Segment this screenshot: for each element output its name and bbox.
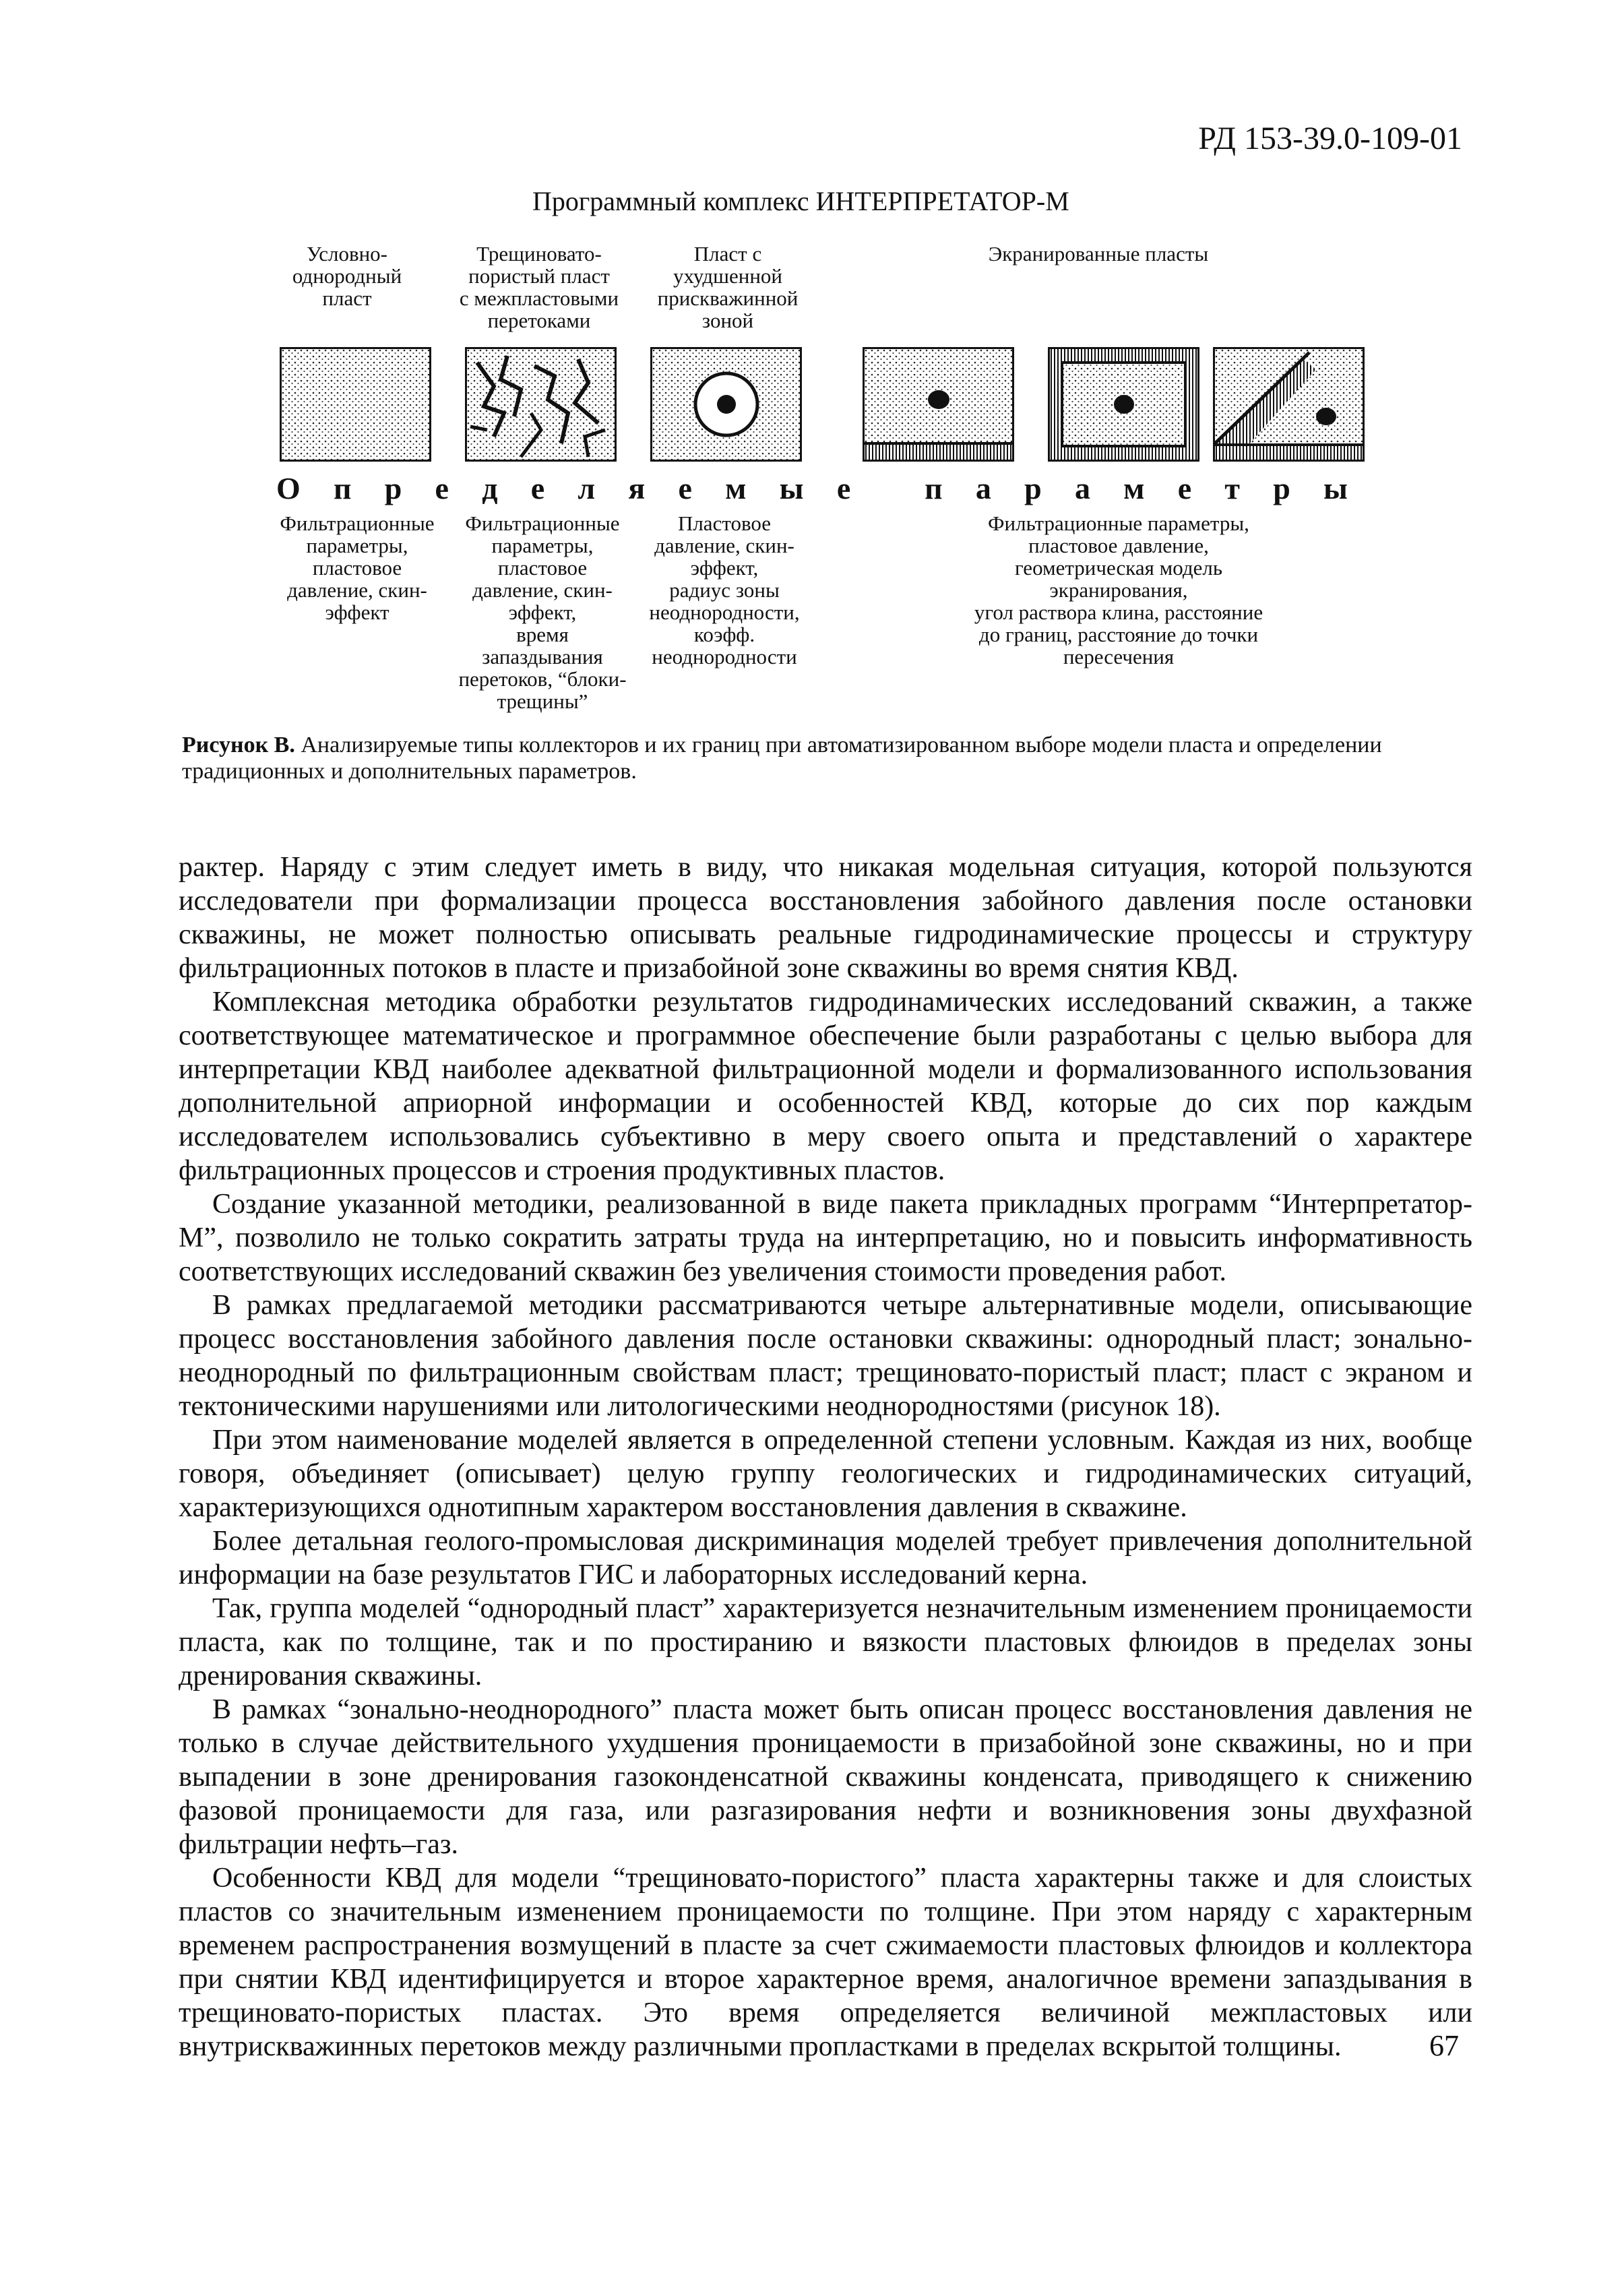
wedge-diagram	[1215, 349, 1363, 460]
homogeneous-diagram	[282, 349, 429, 460]
paragraph: Особенности КВД для модели “трещиновато-пористого” пласта характерны также и для слоистых пластов со значительным изменением проницаемости по толщине. При этом наряду с характерным временем распространения возмущений в пласте за счет сжимаемости пластовых флюидов и коллектора при снятии КВД идентифицируется и второе характерное время, аналогичное времени запаздывания в трещиновато-пористых пластах. Это время определяется величиной межпластовых или внутрискважинных перетоков между различными пропластками в пределах вскрытой толщины.	[179, 1863, 1472, 2062]
paragraph: В рамках “зонально-неоднородного” пласта может быть описан процесс восстановления давления не только в случае действительного ухудшения проницаемости в призабойной зоне скважины, но и при выпадении в зоне дренирования газоконденсатной скважины конденсата, приводящего к снижению фазовой проницаемости для газа, или разгазирования нефти и возникновения зоны двухфазной фильтрации нефть–газ.	[179, 1694, 1472, 1860]
panel-homogeneous	[280, 347, 431, 462]
banner-gap	[883, 470, 892, 511]
banner-letter: О	[276, 471, 301, 505]
params-damaged-zone: Пластовое давление, скин- эффект, радиус зоны неоднородности, коэфф. неоднородности	[649, 511, 800, 669]
paragraph: Создание указанной методики, реализованной в виде пакета прикладных программ “Интерпретатор-М”, позволило не только сократить затраты труда на интерпретацию, но и повысить информативность соответствующих исследований скважин без увеличения стоимости проведения работ.	[179, 1189, 1472, 1287]
paragraph: Так, группа моделей “однородный пласт” характеризуется незначительным изменением проницаемости пласта, как по толщине, так и по простиранию и вязкости пластовых флюидов в пределах зоны дренирования скважины.	[179, 1593, 1472, 1691]
figure-title: Программный комплекс ИНТЕРПРЕТАТОР-М	[532, 186, 1069, 216]
parameters-banner	[276, 470, 1348, 511]
paragraph: рактер. Наряду с этим следует иметь в виду, что никакая модельная ситуация, которой пользуются исследователи при формализации процесса восстановления забойного давления после остановки скважины, не может полностью описывать реальные гидродинамические процессы и структуру фильтрационных потоков в пласте и призабойной зоне скважины во время снятия КВД.	[179, 852, 1472, 984]
screen-box-diagram	[1050, 349, 1197, 460]
paragraph: Более детальная геолого-промысловая дискриминация моделей требует привлечения дополнительной информации на базе результатов ГИС и лабораторных исследований керна.	[179, 1526, 1472, 1590]
type-label-fractured: Трещиновато- пористый пласт с межпластовыми перетоками	[459, 242, 619, 332]
banner-letter: а	[975, 471, 991, 505]
params-screened: Фильтрационные параметры, пластовое давление, геометрическая модель экранирования, угол раствора клина, расстояние до границ, расстояние до точки пересечения	[974, 511, 1263, 669]
panel-wedge	[1213, 347, 1365, 462]
banner-letter: п	[925, 471, 943, 505]
banner-letter: м	[725, 471, 747, 505]
paragraph: Комплексная методика обработки результатов гидродинамических исследований скважин, а также соответствующее математическое и программное обеспечение были разработаны с целью выбора для интерпретации КВД наиболее адекватной фильтрационной модели и формализованного использования дополнительной априорной информации и особенностей КВД, которые до сих пор каждым исследователем использовались субъективно в меру своего опыта и представлений о характере фильтрационных процессов и строения продуктивных пластов.	[179, 987, 1472, 1186]
banner-letter: ы	[1323, 471, 1348, 505]
paragraph: В рамках предлагаемой методики рассматриваются четыре альтернативные модели, описывающие процесс восстановления забойного давления после остановки скважины: однородный пласт; зонально-неоднородный по фильтрационным свойствам пласт; трещиновато-пористый пласт; пласт с экраном и тектоническими нарушениями или литологическими неоднородностями (рисунок 18).	[179, 1290, 1472, 1422]
page-number: 67	[1429, 2029, 1459, 2062]
screen-bottom-diagram	[865, 349, 1012, 460]
banner-letter: я	[628, 471, 646, 505]
banner-letter: е	[1177, 471, 1192, 505]
banner-letter: е	[836, 471, 851, 505]
fractured-diagram	[467, 349, 615, 460]
banner-letter: е	[435, 471, 449, 505]
banner-letter: е	[678, 471, 692, 505]
panel-screen-bottom	[863, 347, 1014, 462]
figure-caption	[182, 732, 1469, 784]
damaged-zone-diagram	[652, 349, 800, 460]
type-label-homogeneous: Условно- однородный пласт	[292, 242, 402, 310]
banner-letter: а	[1074, 471, 1090, 505]
params-homogeneous: Фильтрационные параметры, пластовое давление, скин- эффект	[280, 511, 435, 624]
panel-fractured	[465, 347, 617, 462]
banner-letter: л	[577, 471, 596, 505]
banner-letter: ы	[779, 471, 804, 505]
banner-letter: п	[334, 471, 352, 505]
banner-letter: д	[482, 471, 498, 505]
body-text	[179, 850, 1472, 2063]
caption-label: Рисунок В.	[182, 733, 295, 757]
paragraph: При этом наименование моделей является в определенной степени условным. Каждая из них, вообще говоря, объединяет (описывает) целую группу геологических и гидродинамических ситуаций, характеризующихся однотипным характером восстановления давления в скважине.	[179, 1425, 1472, 1523]
banner-letter: р	[384, 471, 402, 505]
type-label-screened: Экранированные пласты	[988, 242, 1209, 266]
type-label-damaged-zone: Пласт с ухудшенной прискважинной зоной	[657, 242, 799, 332]
document-code: РД 153-39.0-109-01	[1198, 121, 1462, 156]
banner-letter: е	[530, 471, 545, 505]
panel-screen-box	[1048, 347, 1199, 462]
banner-letter: м	[1123, 471, 1145, 505]
banner-letter: т	[1224, 471, 1240, 505]
panel-damaged-zone	[650, 347, 802, 462]
params-fractured: Фильтрационные параметры, пластовое давление, скин- эффект, время запаздывания перетоков, “блоки- трещины”	[458, 511, 627, 713]
banner-letter: р	[1273, 471, 1290, 505]
caption-text: Анализируемые типы коллекторов и их границ при автоматизированном выборе модели пласта и определении традиционных и дополнительных параметров.	[182, 733, 1382, 784]
banner-letter: р	[1024, 471, 1042, 505]
